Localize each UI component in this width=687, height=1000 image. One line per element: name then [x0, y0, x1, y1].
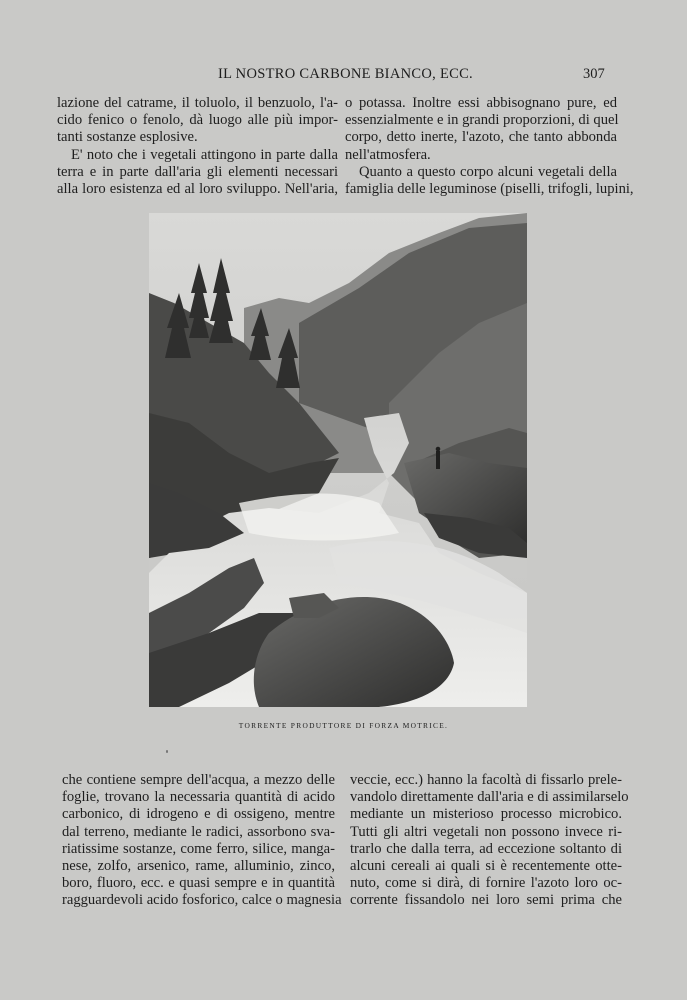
text-line: alcuni cereali ai quali si è recentemente otte- — [350, 858, 622, 875]
text-line: vandolo direttamente dall'aria e di assimilarselo — [350, 789, 629, 806]
text-line: Quanto a questo corpo alcuni vegetali della — [359, 163, 617, 180]
text-line: essenzialmente e in grandi proporzioni, di quel — [345, 112, 619, 129]
text-line: cido fenico o fenolo, dà luogo alle più impor- — [57, 112, 338, 129]
text-line: Tutti gli altri vegetali non possono invece ri- — [350, 823, 622, 840]
text-column-top-right — [345, 95, 634, 198]
text-line: mediante un misterioso processo microbico. — [350, 806, 622, 823]
text-line: veccie, ecc.) hanno la facoltà di fissarlo prele- — [350, 772, 622, 788]
text-line: nell'atmosfera. — [345, 146, 431, 163]
running-title: IL NOSTRO CARBONE BIANCO, ECC. — [218, 66, 473, 82]
text-line: dal terreno, mediante le radici, assorbono sva- — [62, 823, 335, 840]
text-line: terra e in parte dall'aria gli elementi necessari — [57, 163, 338, 180]
text-line: riatissime sostanze, come ferro, silice, manga- — [62, 840, 335, 857]
text-line: nese, zolfo, arsenico, rame, alluminio, zinco, — [62, 858, 335, 875]
text-line: carbonico, di idrogeno e di ossigeno, mentre — [62, 806, 335, 823]
text-line: foglie, trovano la necessaria quantità di acido — [62, 789, 335, 806]
torrent-photograph — [149, 213, 527, 707]
text-line: che contiene sempre dell'acqua, a mezzo delle — [62, 772, 335, 788]
text-line: lazione del catrame, il toluolo, il benzuolo, l'a- — [57, 95, 338, 111]
text-line: tanti sostanze esplosive. — [57, 129, 198, 146]
text-column-bottom-left — [62, 772, 342, 910]
text-line: boro, fluoro, ecc. e quasi sempre e in quantità — [62, 875, 335, 892]
text-line: corrente fissandolo nei loro semi prima che — [350, 892, 622, 909]
text-line: ragguardevoli acido fosforico, calce o magnesia — [62, 892, 342, 909]
page-number: 307 — [583, 66, 605, 82]
text-line: E' noto che i vegetali attingono in parte dalla — [71, 146, 338, 163]
text-line: corpo, detto inerte, l'azoto, che tanto abbonda — [345, 129, 617, 146]
paper-speck — [166, 750, 168, 753]
text-line: trarlo che dalla terra, ad eccezione soltanto di — [350, 840, 622, 857]
figure-caption: TORRENTE PRODUTTORE DI FORZA MOTRICE. — [238, 721, 449, 730]
text-line: famiglia delle leguminose (piselli, trifogli, lupini, — [345, 181, 634, 198]
running-header — [0, 66, 687, 86]
text-line: o potassa. Inoltre essi abbisognano pure, ed — [345, 95, 617, 111]
text-column-bottom-right — [350, 772, 629, 910]
text-column-top-left — [57, 95, 338, 198]
text-line: nuto, come si dirà, di fornire l'azoto loro oc- — [350, 875, 622, 892]
text-line: alla loro esistenza ed al loro sviluppo. Nell'aria, — [57, 181, 338, 198]
